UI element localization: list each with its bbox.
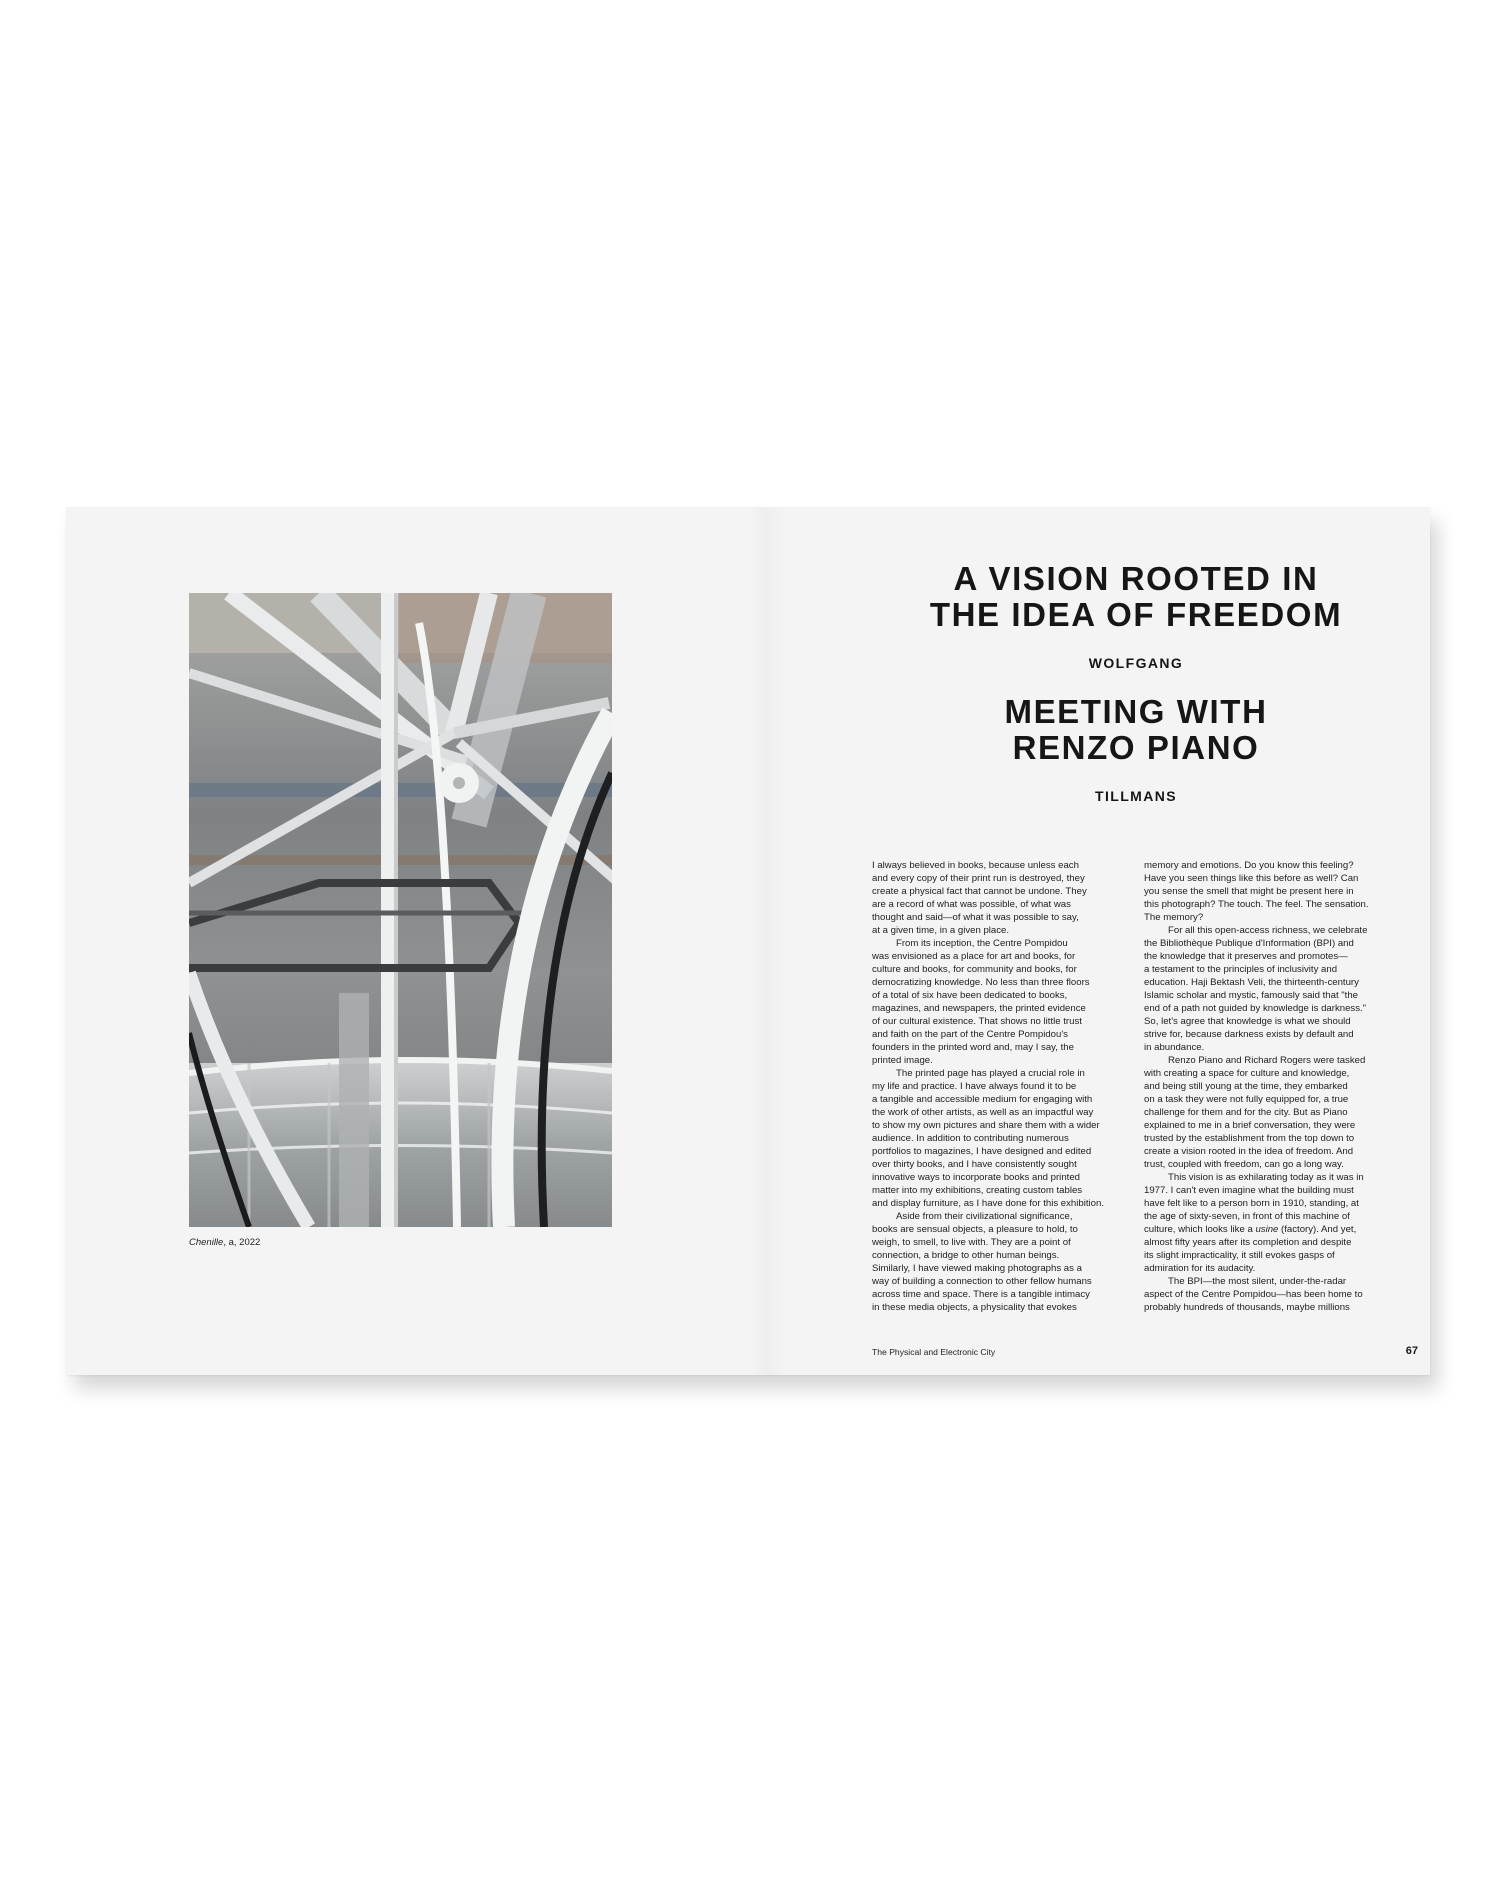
article-subtitle [886, 694, 1386, 766]
text-line: innovative ways to incorporate books and printed [872, 1172, 1080, 1183]
text-line: across time and space. There is a tangible intimacy [872, 1289, 1090, 1300]
caption-date: , a, 2022 [223, 1237, 261, 1248]
text-line: memory and emotions. Do you know this feeling? [1144, 860, 1354, 871]
text-line: and every copy of their print run is destroyed, they [872, 873, 1085, 884]
article-heading [886, 561, 1386, 827]
text-line: Aside from their civilizational significance, [896, 1211, 1073, 1222]
text-line: of a total of six have been dedicated to books, [872, 990, 1068, 1001]
text-line: with creating a space for culture and knowledge, [1144, 1068, 1350, 1079]
text-line: of our cultural existence. That shows no little trust [872, 1016, 1082, 1027]
text-line: Have you seen things like this before as well? Can [1144, 873, 1359, 884]
text-line: way of building a connection to other fellow humans [872, 1276, 1092, 1287]
photo-illustration [189, 593, 612, 1227]
text-line: magazines, and newspapers, the printed evidence [872, 1003, 1086, 1014]
text-line: connection, a bridge to other human beings. [872, 1250, 1060, 1261]
author-last-name: TILLMANS [1095, 788, 1177, 804]
text-line: Islamic scholar and mystic, famously said that "the [1144, 990, 1359, 1001]
text-line: The BPI—the most silent, under-the-radar [1168, 1276, 1347, 1287]
title-line: THE IDEA OF FREEDOM [929, 596, 1343, 633]
text-line: create a physical fact that cannot be undone. They [872, 886, 1087, 897]
text-line: was envisioned as a place for art and books, for [872, 951, 1076, 962]
author-first-name: WOLFGANG [1088, 655, 1184, 671]
text-line: this photograph? The touch. The feel. The sensation. [1144, 899, 1369, 910]
text-line: From its inception, the Centre Pompidou [896, 938, 1068, 949]
text-line: and faith on the part of the Centre Pompidou's [872, 1029, 1068, 1040]
text-line: This vision is as exhilarating today as it was in [1168, 1172, 1364, 1183]
running-footer: The Physical and Electronic City [872, 1347, 996, 1357]
text-line: 1977. I can't even imagine what the building must [1144, 1185, 1354, 1196]
text-line: on a task they were not fully equipped for, a true [1144, 1094, 1349, 1105]
caption-title: Chenille [189, 1237, 224, 1248]
text-line: strive for, because darkness exists by default and [1144, 1029, 1354, 1040]
text-line: explained to me in a brief conversation, they were [1144, 1120, 1356, 1131]
text-line: portfolios to magazines, I have designed and edited [872, 1146, 1092, 1157]
title-line: A VISION ROOTED IN [953, 560, 1319, 597]
text-line: For all this open-access richness, we celebrate [1168, 925, 1368, 936]
subtitle-line: RENZO PIANO [1012, 729, 1260, 766]
text-line: founders in the printed word and, may I say, the [872, 1042, 1074, 1053]
text-line: culture and books, for community and books, for [872, 964, 1077, 975]
text-line: its slight impracticality, it still evokes gasps of [1144, 1250, 1335, 1261]
text-line: almost fifty years after its completion and despite [1144, 1237, 1352, 1248]
article-title [886, 561, 1386, 633]
body-text [872, 859, 1402, 1315]
text-line: have felt like to a person born in 1910, standing, at [1144, 1198, 1359, 1209]
text-line: a tangible and accessible medium for engaging with [872, 1094, 1093, 1105]
text-line: to show my own pictures and share them with a wider [872, 1120, 1100, 1131]
text-line: audience. In addition to contributing numerous [872, 1133, 1069, 1144]
text-line: thought and said—of what it was possible to say, [872, 912, 1079, 923]
text-line: end of a path not guided by knowledge is darkness." [1144, 1003, 1367, 1014]
text-line: at a given time, in a given place. [872, 925, 1010, 936]
text-line: and display furniture, as I have done for this exhibition. [872, 1198, 1104, 1209]
text-line: trusted by the establishment from the top down to [1144, 1133, 1355, 1144]
text-line: weigh, to smell, to live with. They are a point of [872, 1237, 1071, 1248]
text-line: a testament to the principles of inclusivity and [1144, 964, 1338, 975]
text-line: the Bibliothèque Publique d'Information (BPI) and [1144, 938, 1354, 949]
text-column-left [872, 859, 1122, 1314]
text-line: education. Haji Bektash Veli, the thirteenth-century [1144, 977, 1359, 988]
book-spread [66, 507, 1430, 1375]
book-gutter [748, 507, 788, 1375]
subtitle-line: MEETING WITH [1004, 693, 1268, 730]
text-line: The printed page has played a crucial role in [896, 1068, 1085, 1079]
photograph [189, 593, 612, 1227]
text-line: you sense the smell that might be present here in [1144, 886, 1354, 897]
text-line: printed image. [872, 1055, 933, 1066]
text-line: So, let's agree that knowledge is what we should [1144, 1016, 1351, 1027]
text-line: matter into my exhibitions, creating custom tables [872, 1185, 1083, 1196]
text-line: the work of other artists, as well as an impactful way [872, 1107, 1094, 1118]
text-line: create a vision rooted in the idea of freedom. And [1144, 1146, 1354, 1157]
text-line: probably hundreds of thousands, maybe millions [1144, 1302, 1350, 1313]
text-column-right [1144, 859, 1394, 1314]
text-line: my life and practice. I have always found it to be [872, 1081, 1077, 1092]
text-line: over thirty books, and I have consistently sought [872, 1159, 1077, 1170]
text-line: The memory? [1144, 912, 1204, 923]
text-line: Similarly, I have viewed making photographs as a [872, 1263, 1082, 1274]
page-number: 67 [1405, 1345, 1418, 1357]
text-line: books are sensual objects, a pleasure to hold, to [872, 1224, 1078, 1235]
photo-caption [189, 1237, 260, 1248]
text-line: culture, which looks like a usine (factory). And yet, [1144, 1224, 1357, 1235]
text-line: democratizing knowledge. No less than three floors [872, 977, 1090, 988]
text-line: the age of sixty-seven, in front of this machine of [1144, 1211, 1350, 1222]
text-line: I always believed in books, because unless each [872, 860, 1079, 871]
text-line: trust, coupled with freedom, can go a long way. [1144, 1159, 1344, 1170]
text-line: the knowledge that it preserves and promotes— [1144, 951, 1348, 962]
text-line: are a record of what was possible, of what was [872, 899, 1071, 910]
text-line: in abundance. [1144, 1042, 1205, 1053]
text-line: Renzo Piano and Richard Rogers were tasked [1168, 1055, 1366, 1066]
text-line: and being still young at the time, they embarked [1144, 1081, 1348, 1092]
text-line: in these media objects, a physicality that evokes [872, 1302, 1077, 1313]
text-line: challenge for them and for the city. But as Piano [1144, 1107, 1348, 1118]
text-line: aspect of the Centre Pompidou—has been home to [1144, 1289, 1363, 1300]
text-line: admiration for its audacity. [1144, 1263, 1256, 1274]
